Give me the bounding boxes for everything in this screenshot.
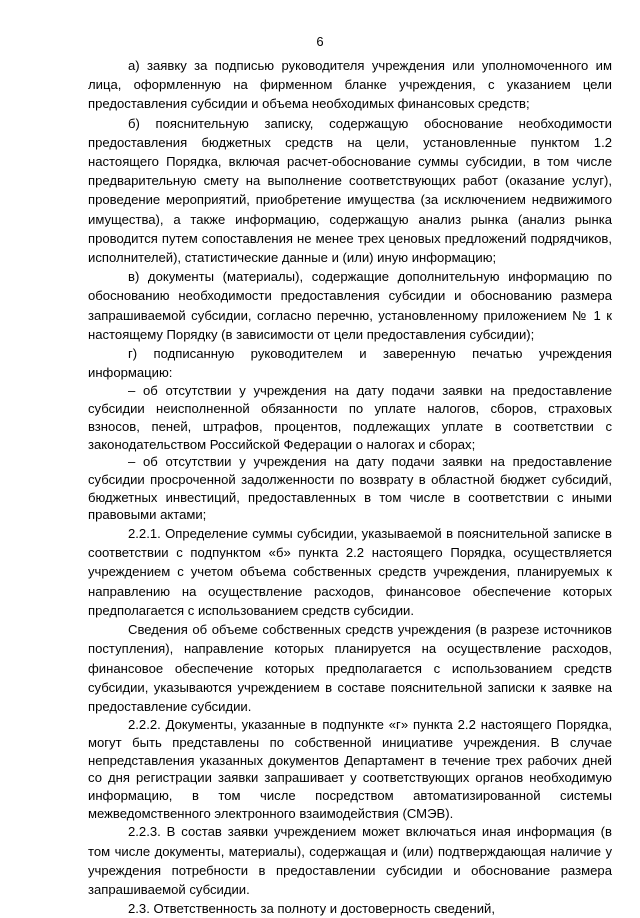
- paragraph-2-3: 2.3. Ответственность за полноту и достоверность сведений,: [128, 901, 495, 917]
- paragraph-2-2-3: 2.2.3. В состав заявки учреждением может включаться иная информация (в том числе документы, материалы), содержащая и (или) подтверждающая наличие у учреждения потребности в предоставлении субсидии и обоснование размера запрашиваемой субсидии.: [88, 824, 612, 897]
- paragraph-2-2-1: 2.2.1. Определение суммы субсидии, указываемой в пояснительной записке в соответствии с подпунктом «б» пункта 2.2 настоящего Порядка, осуществляется учреждением с учетом объема собственных средств учреждения, планируемых к направлению на осуществление расходов, финансовое обеспечение которых предполагается с использованием средств субсидии.: [88, 526, 612, 618]
- paragraph-2-2-2: 2.2.2. Документы, указанные в подпункте «г» пункта 2.2 настоящего Порядка, могут быть представлены по собственной инициативе учреждения. В случае непредставления указанных документов Департамент в течение трех рабочих дней со дня регистрации заявки запрашивает у соответствующих органов необходимую информацию, в том числе посредством автоматизированной системы межведомственного электронного взаимодействия (СМЭВ).: [88, 717, 612, 821]
- paragraph-item-g: г) подписанную руководителем и заверенную печатью учреждения информацию:: [88, 346, 612, 381]
- document-body: [88, 56, 612, 918]
- paragraph-own-funds: Сведения об объеме собственных средств учреждения (в разрезе источников поступления), направление которых планируется на осуществление расходов, финансовое обеспечение которых предполагается с использованием средств субсидии, указываются учреждением в составе пояснительной записки к заявке на предоставление субсидии.: [88, 622, 612, 714]
- paragraph-dash-taxes: – об отсутствии у учреждения на дату подачи заявки на предоставление субсидии неисполненной обязанности по уплате налогов, сборов, страховых взносов, пеней, штрафов, процентов, подлежащих уплате в соответствии с законодательством Российской Федерации о налогах и сборах;: [88, 383, 612, 452]
- paragraph-item-a: а) заявку за подписью руководителя учреждения или уполномоченного им лица, оформленную на фирменном бланке учреждения, с указанием цели предоставления субсидии и объема необходимых финансовых средств;: [88, 58, 612, 112]
- paragraph-item-v: в) документы (материалы), содержащие дополнительную информацию по обоснованию необходимости предоставления субсидии и обоснованию размера запрашиваемой субсидии, согласно перечню, установленному приложением № 1 к настоящему Порядку (в зависимости от цели предоставления субсидии);: [88, 269, 612, 342]
- page-number: 6: [316, 34, 324, 49]
- paragraph-item-b: б) пояснительную записку, содержащую обоснование необходимости предоставления бюджетных средств на цели, установленные пунктом 1.2 настоящего Порядка, включая расчет-обоснование суммы субсидии, в том числе предварительную смету на выполнение соответствующих работ (оказание услуг), проведение мероприятий, приобретение имущества (за исключением недвижимого имущества), а также информацию, содержащую анализ рынка (анализ рынка проводится путем сопоставления не менее трех ценовых предложений подрядчиков, исполнителей), статистические данные и (или) иную информацию;: [88, 115, 612, 266]
- paragraph-dash-debt: – об отсутствии у учреждения на дату подачи заявки на предоставление субсидии просроченной задолженности по возврату в областной бюджет субсидий, бюджетных инвестиций, предоставленных в том числе в соответствии с иными правовыми актами;: [88, 454, 612, 523]
